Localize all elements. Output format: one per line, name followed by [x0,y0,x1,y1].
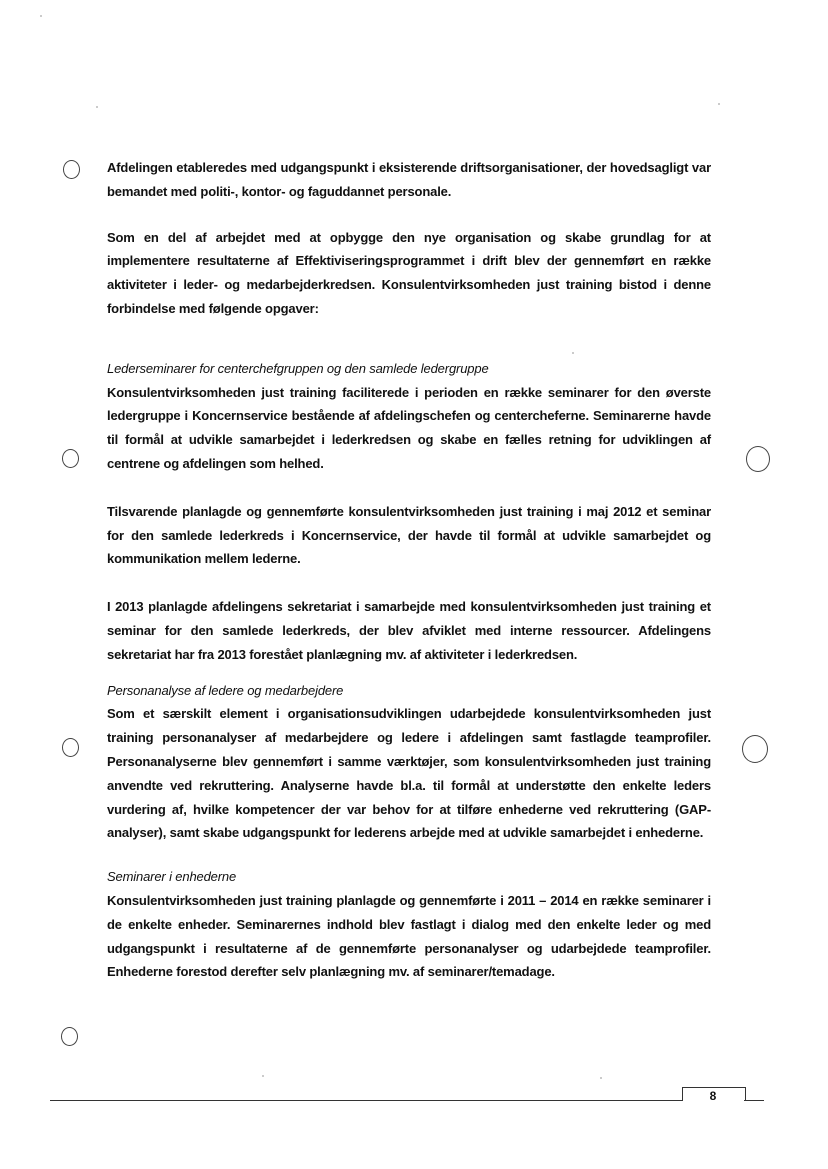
paragraph-seminar-2012: Tilsvarende planlagde og gennemførte konsulentvirksomheden just training i maj 2012 et seminar for den samlede lederkreds i Koncernservice, der havde til formål at udvikle samarbejdet og kommunikation mellem lederne. [107,503,711,567]
page-number: 8 [709,1089,717,1103]
scan-speck [600,1077,602,1079]
paragraph-seminar-2013: I 2013 planlagde afdelingens sekretariat i samarbejde med konsulentvirksomheden just training et seminar for den samlede lederkreds, der blev afviklet med interne ressourcer. Afdelingens sekretariat har fra 2013 forestået planlægning mv. af aktiviteter i lederkredsen. [107,599,711,662]
document-body [107,156,711,984]
punch-hole-left-4 [61,1027,78,1046]
section-heading-leader-seminars: Lederseminarer for centerchefgruppen og den samlede ledergruppe [107,360,489,376]
punch-hole-left-2 [62,449,79,468]
footer-rule-tail [744,1100,764,1101]
footer-rule [50,1100,682,1101]
section-heading-person-analysis: Personanalyse af ledere og medarbejdere [107,682,344,698]
paragraph-person-analysis: Som et særskilt element i organisationsudviklingen udarbejdede konsulentvirksomheden just training personanalyser af medarbejdere og ledere i afdelingen samt fastlagde teamprofiler. Personanalyserne blev gennemført i samme værktøjer, som konsulentvirksomheden just training anvendte ved rekruttering. Analyserne havde bl.a. til formål at understøtte den enkelte leders vurdering af, hvilke kompetencer der var behov for at tilføre enhederne ved rekruttering (GAP-analyser), samt skabe udgangspunkt for lederens arbejde med at udvikle samarbejdet i enhederne. [107,706,711,841]
scan-speck [262,1075,264,1077]
paragraph-tasks: Som en del af arbejdet med at opbygge den nye organisation og skabe grundlag for at implementere resultaterne af Effektiviseringsprogrammet i drift blev der gennemført en række aktiviteter i leder- og medarbejderkredsen. Konsulentvirksomheden just training bistod i denne forbindelse med følgende opgaver: [107,229,711,316]
punch-hole-right-2 [742,735,768,763]
paragraph-intro: Afdelingen etableredes med udgangspunkt i eksisterende driftsorganisationer, der hovedsagligt var bemandet med politi-, kontor- og faguddannet personale. [107,160,711,199]
scan-speck [718,103,720,105]
paragraph-unit-seminars: Konsulentvirksomheden just training planlagde og gennemførte i 2011 – 2014 en række seminarer i de enkelte enheder. Seminarernes indhold blev fastlagt i dialog med den enkelte leder og med udgangspunkt i resultaterne af de gennemførte personanalyser og udarbejdede teamprofiler. Enhederne forestod derefter selv planlægning mv. af seminarer/temadage. [107,892,711,980]
punch-hole-left-3 [62,738,79,757]
scan-speck [96,106,98,108]
paragraph-leader-seminars: Konsulentvirksomheden just training faciliterede i perioden en række seminarer for den øverste ledergruppe i Koncernservice bestående af afdelingschefen og centercheferne. Seminarerne havde til formål at udvikle samarbejdet i lederkredsen og skabe en fælles retning for udviklingen af centrene og afdelingen som helhed. [107,384,711,471]
punch-hole-left-1 [63,160,80,179]
scan-speck [40,15,42,17]
section-heading-unit-seminars: Seminarer i enhederne [107,869,237,885]
punch-hole-right-1 [746,446,770,472]
